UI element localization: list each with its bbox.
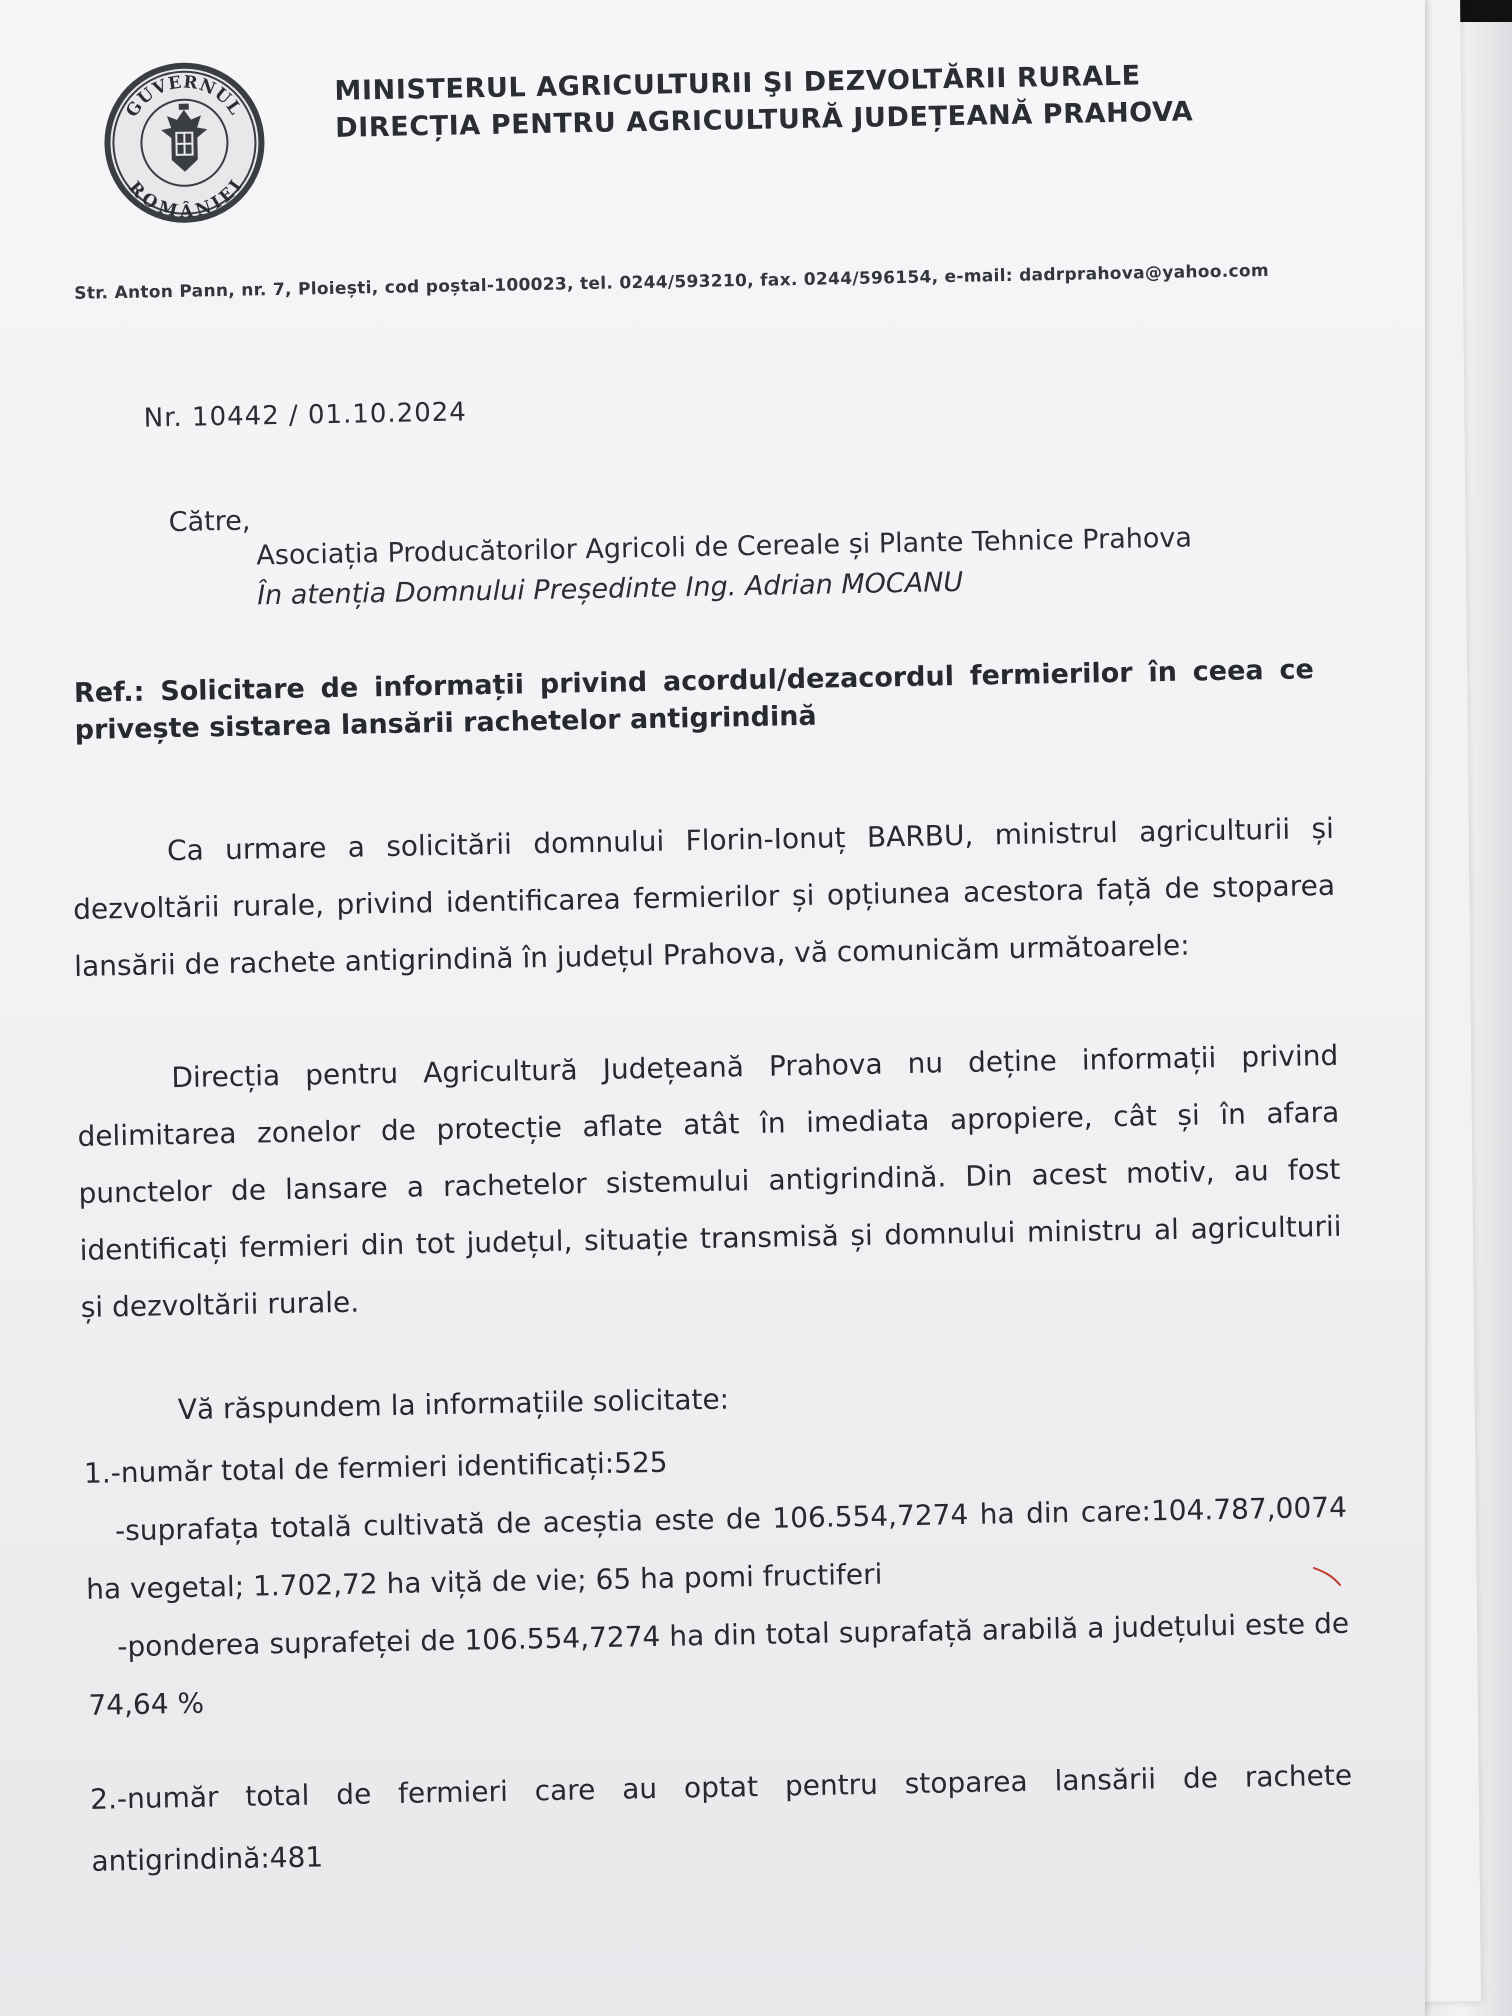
reference-subject: Ref.: Solicitare de informații privind acordul/dezacordul fermierilor în ceea ce privește sistarea lansării rachetelor antigrindină xyxy=(73,654,1315,746)
list-item-2: 2.-număr total de fermieri care au optat pentru stoparea lansării de rachete antigrindină:481 xyxy=(89,1758,1353,1878)
svg-text:ROMÂNIEI: ROMÂNIEI xyxy=(124,176,247,222)
list-item-1 xyxy=(83,1421,1350,1735)
registration-number: Nr. 10442 / 01.10.2024 xyxy=(143,397,468,434)
ministry-name: MINISTERUL AGRICULTURII ŞI DEZVOLTĂRII RURALE xyxy=(334,60,1141,107)
background-corner xyxy=(1460,0,1512,22)
pen-mark-icon xyxy=(1312,1565,1342,1589)
government-seal-icon xyxy=(100,58,269,227)
item-1-share: -ponderea suprafeței de 106.554,7274 ha din total suprafață arabilă a județului este de 74,64 % xyxy=(88,1606,1350,1722)
paragraph-directorate: Direcția pentru Agricultură Județeană Prahova nu deține informații privind delimitarea zonelor de protecție aflate atât în imediata apropiere, cât și în afara punctelor de lansare a rachetelor sistemului antigrindină. Din acest motiv, au fost identificați fermieri din tot județul, situație transmisă și domnului ministru al agriculturii și dezvoltării rurale. xyxy=(77,1038,1342,1324)
recipient-organization: Asociația Producătorilor Agricoli de Cereale și Plante Tehnice Prahova xyxy=(256,522,1193,572)
recipient-attention: În atenția Domnului Președinte Ing. Adrian MOCANU xyxy=(256,566,964,612)
recipient-block xyxy=(256,518,1193,616)
address-line: Str. Anton Pann, nr. 7, Ploiești, cod poștal-100023, tel. 0244/593210, fax. 0244/596154, e-mail: dadrprahova@yahoo.com xyxy=(74,260,1270,304)
institution-header xyxy=(334,56,1193,146)
svg-text:GUVERNUL: GUVERNUL xyxy=(122,72,246,121)
item-1-title: 1.-număr total de fermieri identificați:525 xyxy=(83,1445,668,1490)
to-label: Către, xyxy=(168,505,251,539)
item-1-surface: -suprafața totală cultivată de aceștia este de 106.554,7274 ha din care:104.787,0074 ha vegetal; 1.702,72 ha viță de vie; 65 ha pomi fructiferi xyxy=(85,1490,1348,1606)
directorate-name: DIRECȚIA PENTRU AGRICULTURĂ JUDEȚEANĂ PRAHOVA xyxy=(334,96,1194,144)
paragraph-intro: Vă răspundem la informațiile solicitate: xyxy=(177,1382,730,1427)
paragraph-request: Ca urmare a solicitării domnului Florin-Ionuț BARBU, ministrul agriculturii și dezvoltării rurale, privind identificarea fermierilor și opțiunea acestora față de stoparea lansării de rachete antigrindină în județul Prahova, vă comunicăm următoarele: xyxy=(72,811,1336,984)
